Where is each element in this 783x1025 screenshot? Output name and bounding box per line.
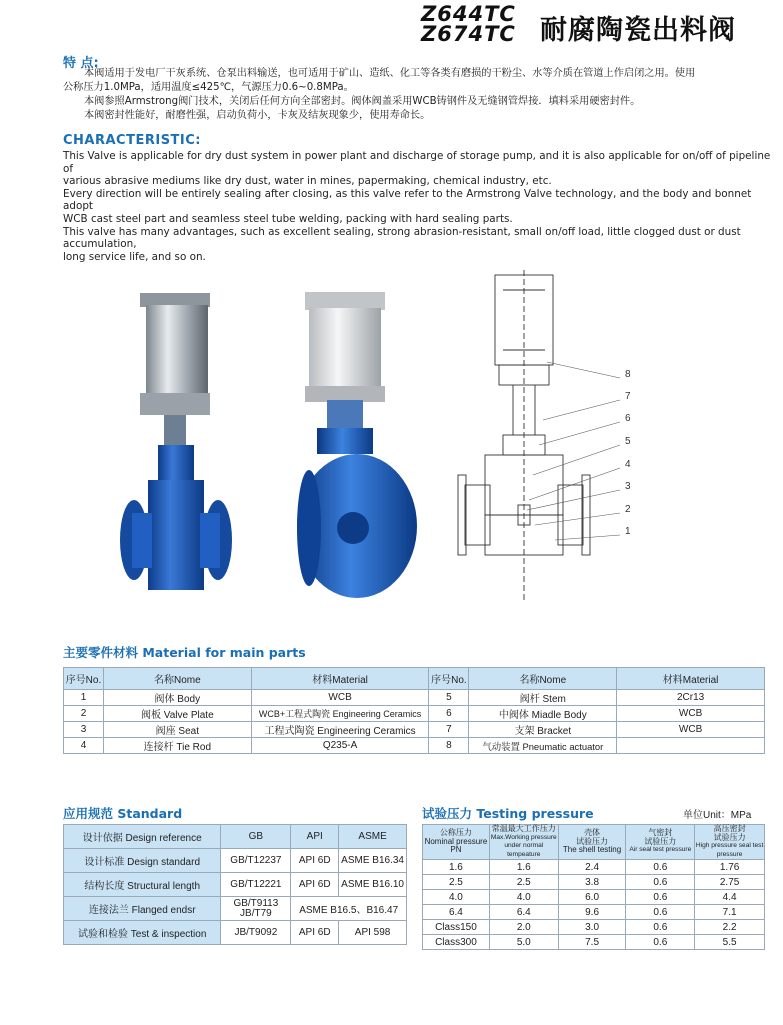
cell: GB bbox=[221, 825, 291, 849]
cell: 0.6 bbox=[626, 905, 695, 920]
valve-photo-2 bbox=[295, 288, 420, 618]
table-row bbox=[64, 921, 407, 945]
cell: 1.6 bbox=[489, 860, 558, 875]
header-en2: The shell testing bbox=[562, 845, 622, 855]
header-en: 试验压力 bbox=[644, 836, 677, 846]
valve-photo-1 bbox=[118, 285, 238, 615]
cell: 1.76 bbox=[695, 860, 765, 875]
cell: 2Cr13 bbox=[617, 690, 765, 706]
header-cn: 常温最大工作压力 bbox=[491, 824, 556, 833]
characteristic-line: various abrasive mediums like dry dust, water in mines, papermaking, chemical industry, etc. bbox=[63, 175, 552, 188]
characteristic-line: This Valve is applicable for dry dust system in power plant and discharge of storage pump, and it is also applicable for on/off of pipeline of bbox=[63, 150, 771, 175]
page-title: 耐腐陶瓷出料阀 bbox=[540, 15, 736, 46]
materials-table bbox=[63, 667, 765, 754]
table-row bbox=[64, 849, 407, 873]
cell: 阀板 Valve Plate bbox=[103, 706, 251, 722]
header-en2: Air seal test pressure bbox=[629, 846, 692, 854]
table-row bbox=[423, 890, 765, 905]
cell: 支架 Bracket bbox=[469, 722, 617, 738]
header-en: 试验压力 bbox=[576, 836, 609, 846]
characteristic-title: CHARACTERISTIC: bbox=[63, 133, 201, 148]
cell: 4.4 bbox=[695, 890, 765, 905]
cell: 7.1 bbox=[695, 905, 765, 920]
features-title: 特 点: bbox=[63, 56, 99, 71]
cell: GB/T12221 bbox=[221, 873, 291, 897]
cell bbox=[617, 738, 765, 754]
col-header bbox=[558, 825, 626, 860]
cell: Q235-A bbox=[251, 738, 429, 754]
characteristic-text bbox=[63, 150, 778, 263]
characteristic-line: Every direction will be entirely sealing after closing, as this valve refer to the Armstrong Valve technology, and the body and bonnet adopt bbox=[63, 187, 752, 213]
cell: 7.5 bbox=[558, 935, 626, 950]
cell: 2.5 bbox=[423, 875, 490, 890]
cell: WCB+工程式陶瓷 Engineering Ceramics bbox=[251, 706, 429, 722]
cell: 2.5 bbox=[489, 875, 558, 890]
cell: 连接法兰 Flanged endsr bbox=[64, 897, 221, 921]
col-header: 序号No. bbox=[429, 668, 469, 690]
cell: 阀体 Body bbox=[103, 690, 251, 706]
cell: JB/T9092 bbox=[221, 921, 291, 945]
cell: 设计标准 Design standard bbox=[64, 849, 221, 873]
col-header: 名称Nome bbox=[103, 668, 251, 690]
materials-title: 主要零件材料 Material for main parts bbox=[63, 645, 306, 660]
cell: 8 bbox=[429, 738, 469, 754]
drawing-label: 7 bbox=[625, 391, 631, 402]
cell: API 6D bbox=[291, 921, 339, 945]
table-row bbox=[423, 905, 765, 920]
header-en: 试验压力 bbox=[713, 832, 746, 842]
cell: 试验和检验 Test & inspection bbox=[64, 921, 221, 945]
cell: Class150 bbox=[423, 920, 490, 935]
cell: 阀座 Seat bbox=[103, 722, 251, 738]
cell: 0.6 bbox=[626, 860, 695, 875]
col-header bbox=[695, 825, 765, 860]
header-en: Nominal pressure bbox=[424, 836, 488, 846]
standard-table bbox=[63, 824, 407, 945]
cell: 工程式陶瓷 Engineering Ceramics bbox=[251, 722, 429, 738]
features-line: 本阀适用于发电厂干灰系统、仓泵出料输送，也可适用于矿山、造纸、化工等各类有磨损的干粉尘、水等介质在管道上作启闭之用。使用 bbox=[84, 68, 696, 79]
cell: 6.4 bbox=[489, 905, 558, 920]
cell: ASME B16.5、B16.47 bbox=[291, 897, 407, 921]
col-header bbox=[626, 825, 695, 860]
cell: 2.75 bbox=[695, 875, 765, 890]
cell: WCB bbox=[617, 722, 765, 738]
col-header: 材料Material bbox=[617, 668, 765, 690]
col-header bbox=[423, 825, 490, 860]
drawing-label: 6 bbox=[625, 413, 631, 424]
col-header: 名称Nome bbox=[469, 668, 617, 690]
characteristic-line: This valve has many advantages, such as excellent sealing, strong abrasion-resistant, small on/off load, little clogged dust or dust accumulation, bbox=[63, 225, 741, 251]
cell: 3.0 bbox=[558, 920, 626, 935]
cell: 2.2 bbox=[695, 920, 765, 935]
cell: 9.6 bbox=[558, 905, 626, 920]
col-header bbox=[489, 825, 558, 860]
header-en2: under normal tempeature bbox=[504, 842, 544, 858]
cell: WCB bbox=[617, 706, 765, 722]
cell: 连接杆 Tie Rod bbox=[103, 738, 251, 754]
header-en2: High pressure seal test pressure bbox=[695, 842, 764, 858]
cell: 7 bbox=[429, 722, 469, 738]
header-cn: 高压密封 bbox=[713, 824, 746, 833]
cell: ASME B16.10 bbox=[339, 873, 407, 897]
drawing-label: 5 bbox=[625, 436, 631, 447]
cell: ASME bbox=[339, 825, 407, 849]
header-cn: 气密封 bbox=[648, 828, 673, 838]
drawing-label: 4 bbox=[625, 459, 631, 470]
drawing-label: 1 bbox=[625, 526, 631, 537]
header-cn: 公称压力 bbox=[439, 828, 472, 838]
table-row bbox=[64, 897, 407, 921]
features-line: 公称压力1.0MPa，适用温度≤425℃，气源压力0.6~0.8MPa。 bbox=[63, 82, 354, 93]
table-row bbox=[64, 825, 407, 849]
features-line: 本阀密封性能好，耐磨性强，启动负荷小，卡灰及结灰现象少，使用寿命长。 bbox=[84, 110, 431, 121]
drawing-label: 2 bbox=[625, 504, 631, 515]
header-en: Max.Working pressure bbox=[490, 833, 557, 841]
cell: 阀杆 Stem bbox=[469, 690, 617, 706]
table-row bbox=[423, 860, 765, 875]
cell: 气动装置 Pneumatic actuator bbox=[469, 738, 617, 754]
drawing-label: 8 bbox=[625, 369, 631, 380]
cell: 4.0 bbox=[423, 890, 490, 905]
table-row bbox=[64, 706, 765, 722]
cell: 5.5 bbox=[695, 935, 765, 950]
col-header: 序号No. bbox=[64, 668, 104, 690]
cell: 中阀体 Miadle Body bbox=[469, 706, 617, 722]
cell: 1.6 bbox=[423, 860, 490, 875]
characteristic-line: long service life, and so on. bbox=[63, 250, 206, 263]
cell: ASME B16.34 bbox=[339, 849, 407, 873]
cell: API bbox=[291, 825, 339, 849]
standard-title: 应用规范 Standard bbox=[63, 806, 183, 821]
table-row bbox=[64, 722, 765, 738]
model-number-1: Z644TC bbox=[421, 2, 516, 26]
col-header: 材料Material bbox=[251, 668, 429, 690]
cell: 设计依据 Design reference bbox=[64, 825, 221, 849]
cell: GB/T9113 JB/T79 bbox=[221, 897, 291, 921]
cell: 0.6 bbox=[626, 935, 695, 950]
drawing-label: 3 bbox=[625, 481, 631, 492]
cell: 4.0 bbox=[489, 890, 558, 905]
testing-table bbox=[422, 824, 765, 950]
cell: 1 bbox=[64, 690, 104, 706]
cell: 2 bbox=[64, 706, 104, 722]
table-row bbox=[64, 738, 765, 754]
cell: 3 bbox=[64, 722, 104, 738]
features-text bbox=[63, 67, 773, 123]
cell: 2.0 bbox=[489, 920, 558, 935]
cell: 3.8 bbox=[558, 875, 626, 890]
cell: GB/T12237 bbox=[221, 849, 291, 873]
cell: 4 bbox=[64, 738, 104, 754]
cell: 结构长度 Structural length bbox=[64, 873, 221, 897]
cell: 6.0 bbox=[558, 890, 626, 905]
cell: 0.6 bbox=[626, 890, 695, 905]
cell: 0.6 bbox=[626, 920, 695, 935]
cell: 6 bbox=[429, 706, 469, 722]
cell: 5.0 bbox=[489, 935, 558, 950]
valve-section-drawing bbox=[455, 270, 655, 615]
model-number-2: Z674TC bbox=[421, 22, 516, 46]
testing-title: 试验压力 Testing pressure bbox=[422, 806, 594, 821]
characteristic-line: WCB cast steel part and seamless steel tube welding, packing with hard sealing parts. bbox=[63, 212, 513, 225]
cell: WCB bbox=[251, 690, 429, 706]
cell: API 6D bbox=[291, 873, 339, 897]
cell: API 6D bbox=[291, 849, 339, 873]
cell: 2.4 bbox=[558, 860, 626, 875]
table-row bbox=[423, 875, 765, 890]
table-row bbox=[423, 920, 765, 935]
cell: 5 bbox=[429, 690, 469, 706]
cell: Class300 bbox=[423, 935, 490, 950]
cell: 0.6 bbox=[626, 875, 695, 890]
table-row bbox=[64, 690, 765, 706]
header-en2: PN bbox=[450, 845, 462, 855]
testing-unit: 单位Unit：MPa bbox=[683, 810, 752, 821]
cell: API 598 bbox=[339, 921, 407, 945]
table-row bbox=[64, 873, 407, 897]
features-line: 本阀参照Armstrong阀门技术，关闭后任何方向全部密封。阀体阀盖采用WCB铸钢件及无缝钢管焊接．填料采用硬密封件。 bbox=[84, 96, 641, 107]
table-row bbox=[423, 935, 765, 950]
header-cn: 壳体 bbox=[584, 828, 601, 838]
cell: 6.4 bbox=[423, 905, 490, 920]
